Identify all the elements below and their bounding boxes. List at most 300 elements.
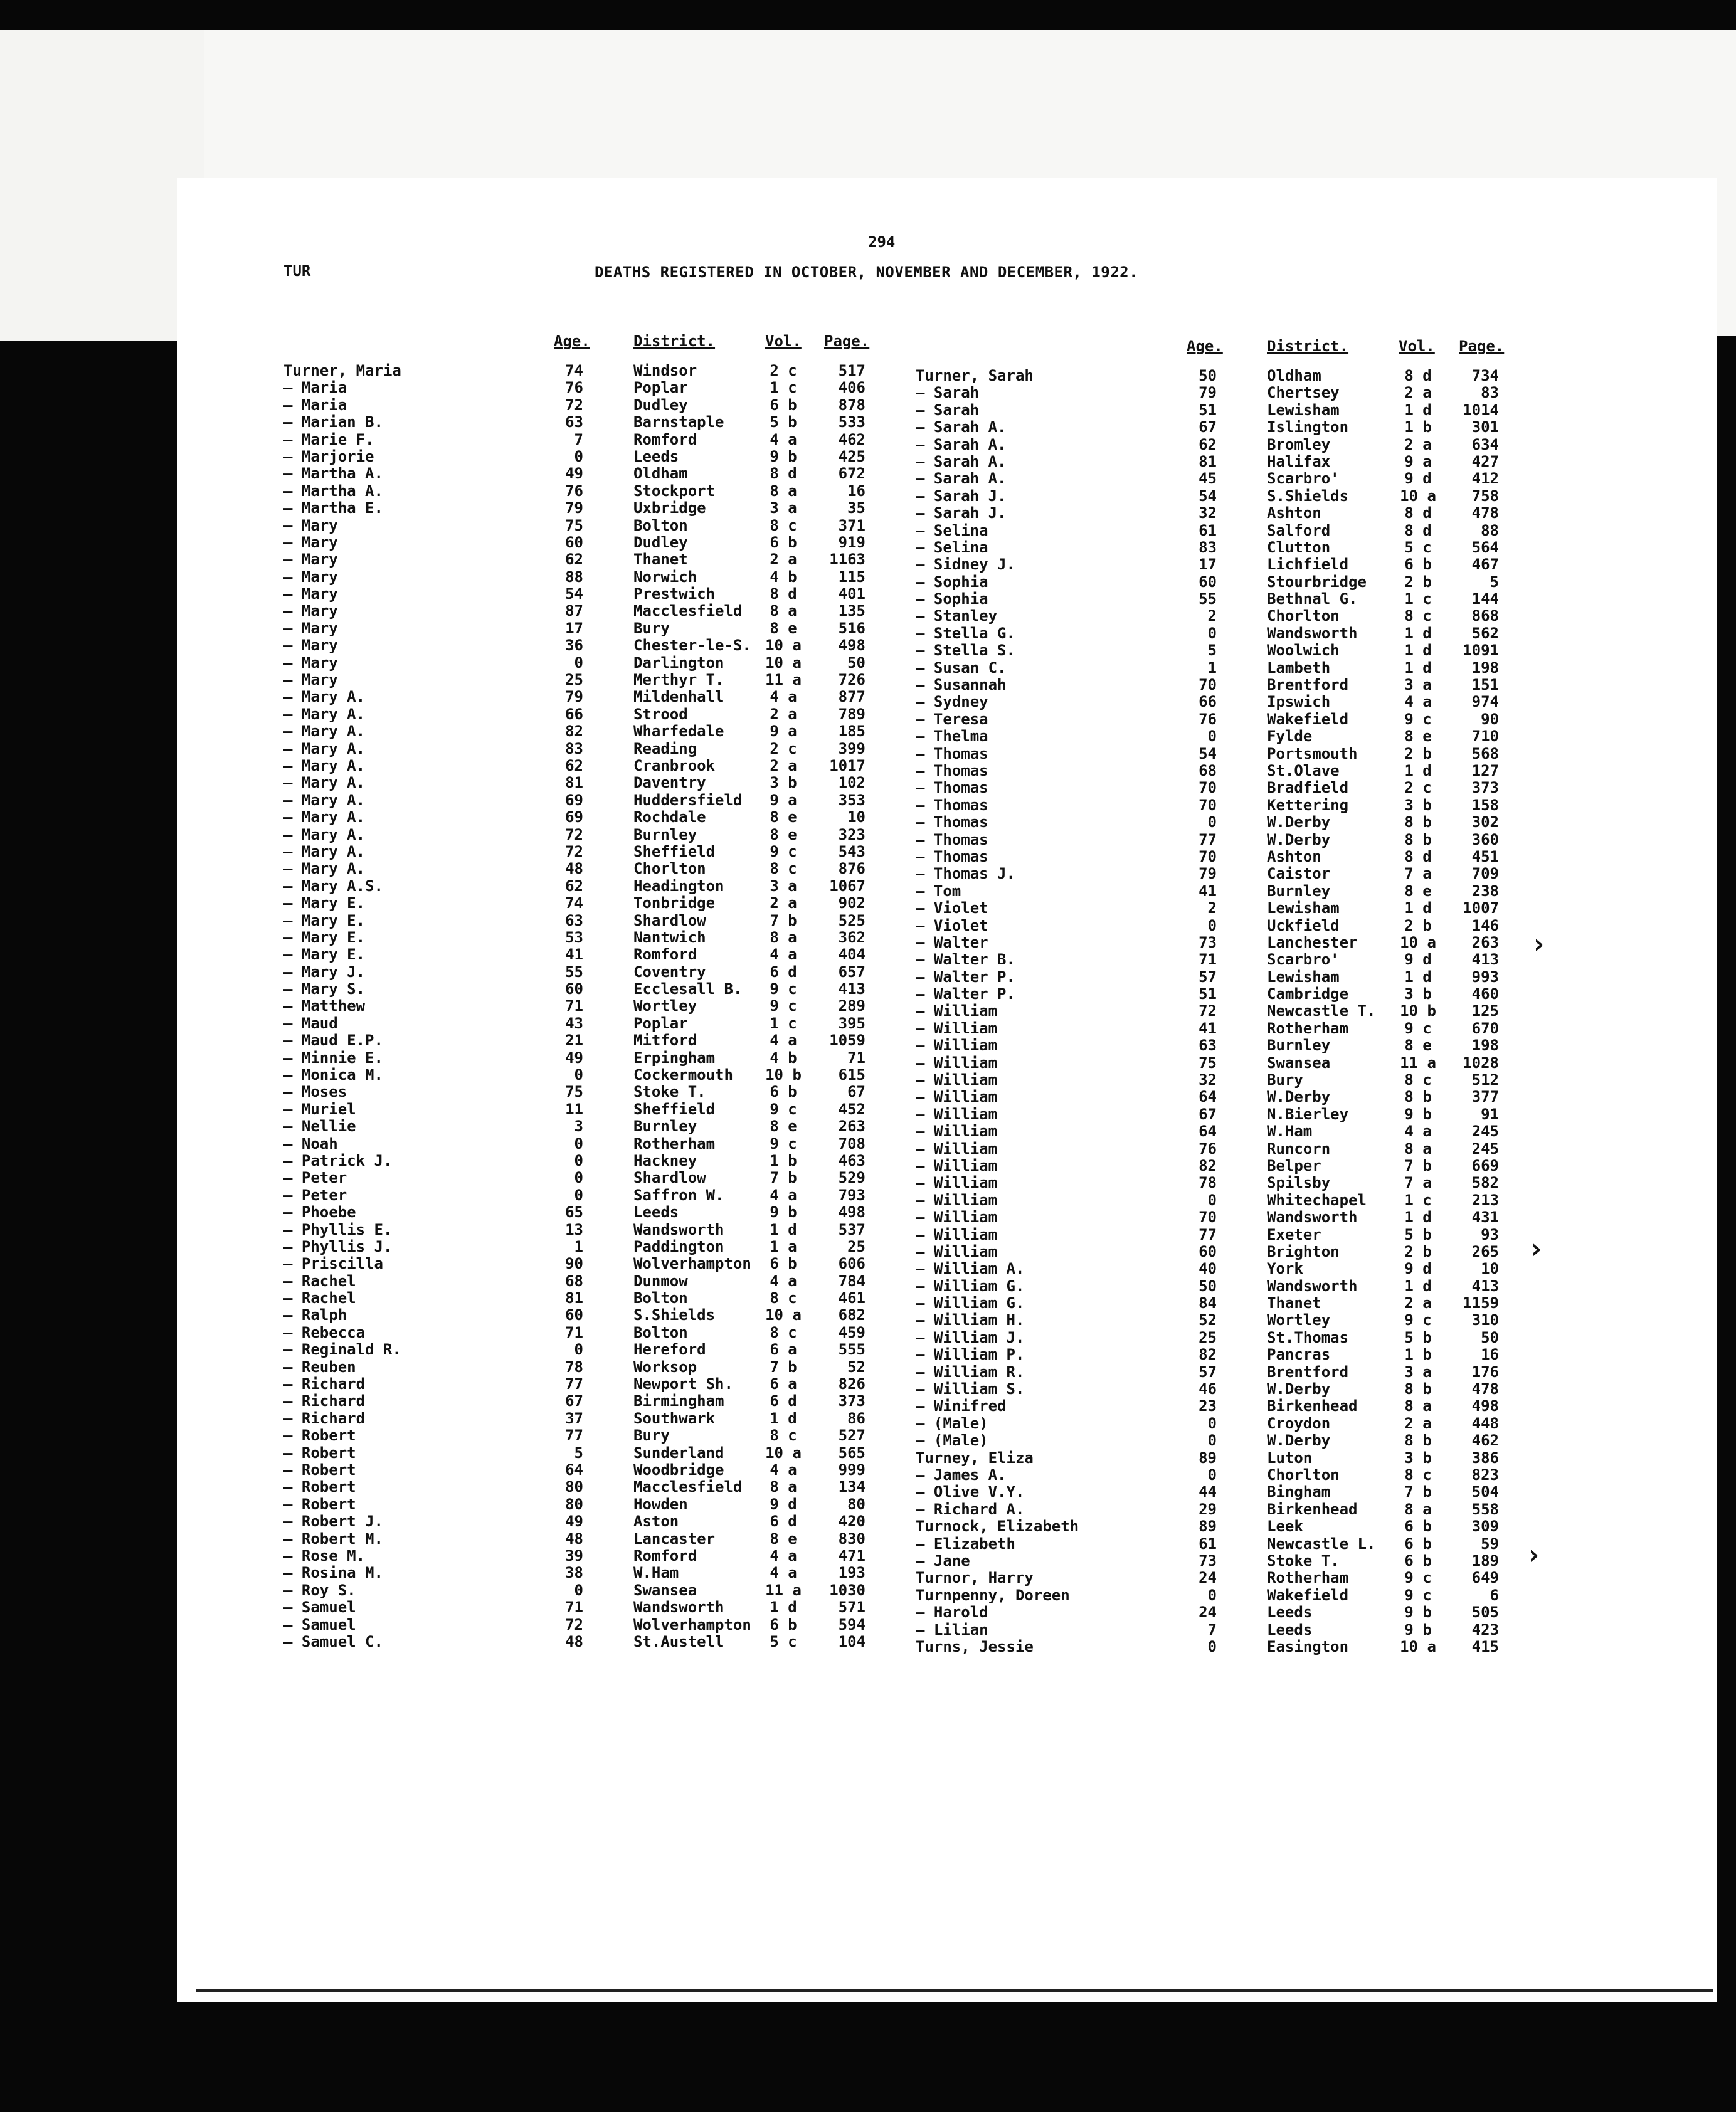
left-entry-vol: 4 a: [770, 430, 797, 448]
right-entry-vol: 2 a: [1404, 1414, 1432, 1432]
right-entry-name: — James A.: [916, 1466, 1007, 1484]
right-entry-name: Turner, Sarah: [916, 367, 1034, 384]
right-entry-name: — William: [916, 1139, 998, 1158]
right-entry-vol: 5 b: [1404, 1328, 1432, 1346]
right-entry-vol: 1 d: [1404, 899, 1432, 917]
right-entry-page: 564: [1471, 538, 1499, 556]
left-entry-page: 86: [847, 1409, 865, 1427]
left-entry-page: 1163: [829, 551, 865, 569]
left-entry-vol: 10 b: [765, 1066, 802, 1084]
left-entry-age: 60: [565, 980, 583, 998]
left-entry-page: 830: [838, 1529, 865, 1548]
right-entry-page: 1007: [1463, 899, 1499, 917]
left-entry-vol: 8 c: [770, 516, 797, 534]
right-entry-vol: 8 d: [1404, 367, 1432, 384]
right-entry-district: Easington: [1267, 1637, 1349, 1655]
left-entry-district: Chester-le-S.: [633, 636, 751, 655]
right-entry-age: 79: [1199, 384, 1217, 402]
left-entry-age: 87: [565, 602, 583, 620]
right-entry-page: 83: [1481, 384, 1499, 402]
right-entry-page: 238: [1471, 882, 1499, 900]
right-entry-vol: 8 a: [1404, 1397, 1432, 1415]
right-entry-age: 64: [1199, 1088, 1217, 1106]
left-entry-age: 62: [565, 877, 583, 895]
right-entry-vol: 8 a: [1404, 1139, 1432, 1158]
left-entry-age: 65: [565, 1203, 583, 1222]
right-entry-page: 823: [1471, 1466, 1499, 1484]
right-entry-district: Wandsworth: [1267, 1277, 1358, 1295]
left-entry-name: — Mary A.: [283, 722, 366, 741]
left-entry-age: 88: [565, 568, 583, 586]
left-entry-district: Dunmow: [633, 1272, 688, 1290]
left-entry-page: 878: [838, 396, 865, 414]
right-vols-column: [1390, 367, 1446, 1655]
right-entry-page: 176: [1471, 1363, 1499, 1381]
right-entry-page: 462: [1471, 1432, 1499, 1450]
right-entry-vol: 5 b: [1404, 1225, 1432, 1243]
left-entry-name: — Mary A.: [283, 825, 366, 843]
left-entry-vol: 8 c: [770, 860, 797, 878]
right-entry-age: 24: [1199, 1603, 1217, 1622]
left-entry-page: 876: [838, 860, 865, 878]
left-entry-vol: 8 e: [770, 825, 797, 843]
left-entry-name: — Maria: [283, 396, 347, 414]
left-entry-vol: 9 d: [770, 1495, 797, 1513]
left-entry-vol: 1 b: [770, 1151, 797, 1170]
left-entry-district: Saffron W.: [633, 1186, 724, 1204]
right-entry-age: 62: [1199, 435, 1217, 453]
left-entry-district: Leeds: [633, 447, 679, 465]
right-entry-district: Oldham: [1267, 367, 1321, 384]
right-entry-age: 0: [1207, 1432, 1217, 1450]
left-entry-district: Macclesfield: [633, 1478, 743, 1496]
left-entry-name: — Mary A.: [283, 774, 366, 792]
left-entry-page: 606: [838, 1255, 865, 1273]
right-entry-vol: 2 a: [1404, 1294, 1432, 1312]
right-entry-name: — Sophia: [916, 573, 988, 591]
right-entry-page: 710: [1471, 727, 1499, 746]
left-entry-vol: 8 a: [770, 602, 797, 620]
right-entry-page: 451: [1471, 847, 1499, 865]
left-entry-vol: 3 a: [770, 499, 797, 517]
left-entry-age: 75: [565, 516, 583, 534]
left-entry-page: 789: [838, 705, 865, 723]
left-entry-page: 452: [838, 1100, 865, 1118]
left-entry-district: Tonbridge: [633, 894, 716, 912]
left-entry-age: 72: [565, 842, 583, 860]
left-entry-name: — Roy S.: [283, 1581, 356, 1599]
right-entry-name: — Stella S.: [916, 642, 1015, 660]
right-entry-age: 7: [1207, 1620, 1217, 1639]
left-entry-district: Burnley: [633, 825, 697, 843]
left-entry-vol: 6 d: [770, 1513, 797, 1531]
left-entry-page: 877: [838, 688, 865, 706]
left-entry-page: 555: [838, 1341, 865, 1359]
left-entry-age: 64: [565, 1461, 583, 1479]
right-entry-page: 504: [1471, 1483, 1499, 1501]
right-entry-age: 40: [1199, 1260, 1217, 1278]
right-entry-district: Brighton: [1267, 1242, 1340, 1260]
left-entry-vol: 2 a: [770, 756, 797, 774]
right-entry-age: 70: [1199, 796, 1217, 814]
right-entry-vol: 3 b: [1404, 796, 1432, 814]
right-entry-district: Islington: [1267, 418, 1349, 436]
right-entry-district: Fylde: [1267, 727, 1313, 746]
right-entry-vol: 8 b: [1404, 1432, 1432, 1450]
right-entry-page: 412: [1471, 470, 1499, 488]
left-entry-age: 0: [574, 1169, 583, 1187]
right-entry-page: 373: [1471, 779, 1499, 797]
left-entry-page: 135: [838, 602, 865, 620]
left-entry-name: — Mary E.: [283, 928, 366, 946]
left-entry-age: 37: [565, 1409, 583, 1427]
right-entry-page: 709: [1471, 865, 1499, 883]
left-entry-vol: 8 a: [770, 1478, 797, 1496]
left-entry-vol: 11 a: [765, 671, 802, 689]
left-entry-name: — Moses: [283, 1083, 347, 1101]
right-entry-age: 70: [1199, 779, 1217, 797]
right-entry-age: 45: [1199, 470, 1217, 488]
left-vols-column: [755, 362, 812, 1650]
left-entry-page: 1059: [829, 1032, 865, 1050]
right-entry-district: Wakefield: [1267, 710, 1349, 728]
left-entry-district: Daventry: [633, 774, 706, 792]
right-entry-vol: 1 d: [1404, 761, 1432, 779]
right-entry-district: Newcastle T.: [1267, 1002, 1376, 1020]
left-entry-vol: 6 d: [770, 1392, 797, 1410]
left-entry-age: 49: [565, 1513, 583, 1531]
left-entry-vol: 4 b: [770, 568, 797, 586]
right-entry-district: Woolwich: [1267, 642, 1340, 660]
right-entry-district: Newcastle L.: [1267, 1534, 1376, 1553]
left-entry-age: 3: [574, 1117, 583, 1136]
right-entry-district: Lanchester: [1267, 933, 1358, 951]
left-entry-district: Newport Sh.: [633, 1375, 733, 1393]
right-entry-name: — William: [916, 1037, 998, 1055]
left-entry-vol: 4 a: [770, 946, 797, 964]
right-entry-district: Ashton: [1267, 847, 1321, 865]
right-entry-district: Luton: [1267, 1449, 1313, 1467]
right-entry-vol: 9 b: [1404, 1105, 1432, 1123]
left-entry-vol: 3 a: [770, 877, 797, 895]
left-entry-vol: 1 d: [770, 1598, 797, 1617]
right-entry-age: 76: [1199, 1139, 1217, 1158]
right-entry-name: — Susan C.: [916, 658, 1007, 677]
left-entry-page: 1030: [829, 1581, 865, 1599]
right-entry-name: — William: [916, 1208, 998, 1227]
left-entry-district: Wandsworth: [633, 1220, 724, 1238]
left-entry-page: 420: [838, 1513, 865, 1531]
left-entry-name: — Phyllis E.: [283, 1220, 393, 1238]
left-entry-page: 471: [838, 1546, 865, 1565]
right-ages-column: [1179, 367, 1217, 1655]
right-entry-vol: 1 b: [1404, 1346, 1432, 1364]
right-entry-vol: 8 b: [1404, 1088, 1432, 1106]
left-entry-page: 25: [847, 1237, 865, 1255]
right-entry-page: 427: [1471, 452, 1499, 470]
left-entry-name: — Robert M.: [283, 1529, 383, 1548]
left-entry-age: 79: [565, 688, 583, 706]
left-entry-age: 60: [565, 1306, 583, 1324]
left-entry-page: 404: [838, 946, 865, 964]
right-entry-vol: 6 b: [1404, 1518, 1432, 1536]
right-entry-page: 198: [1471, 1037, 1499, 1055]
left-entry-district: Birmingham: [633, 1392, 724, 1410]
left-entry-page: 462: [838, 430, 865, 448]
right-entry-vol: 8 e: [1404, 1037, 1432, 1055]
left-entry-name: — Mary A.: [283, 808, 366, 826]
left-entry-vol: 10 a: [765, 636, 802, 655]
left-entry-age: 79: [565, 499, 583, 517]
right-entry-vol: 10 a: [1400, 1637, 1436, 1655]
right-entry-page: 125: [1471, 1002, 1499, 1020]
right-entry-name: — Jane: [916, 1551, 970, 1570]
right-entry-age: 61: [1199, 1534, 1217, 1553]
left-entry-page: 371: [838, 516, 865, 534]
left-entry-age: 48: [565, 1529, 583, 1548]
right-entry-name: — Sarah A.: [916, 418, 1007, 436]
right-entry-age: 60: [1199, 573, 1217, 591]
left-entry-age: 71: [565, 1598, 583, 1617]
right-entry-district: Wandsworth: [1267, 624, 1358, 642]
right-entry-age: 64: [1199, 1122, 1217, 1141]
right-entry-page: 245: [1471, 1139, 1499, 1158]
right-entry-district: Rotherham: [1267, 1569, 1349, 1587]
right-entry-page: 478: [1471, 504, 1499, 522]
right-entry-age: 29: [1199, 1500, 1217, 1518]
left-entry-district: Ecclesall B.: [633, 980, 743, 998]
left-entry-name: — Rachel: [283, 1289, 356, 1307]
right-entry-vol: 2 b: [1404, 916, 1432, 934]
left-entry-page: 459: [838, 1323, 865, 1341]
right-entry-age: 57: [1199, 968, 1217, 986]
right-entry-age: 63: [1199, 1037, 1217, 1055]
right-entry-vol: 1 c: [1404, 590, 1432, 608]
left-entry-page: 615: [838, 1066, 865, 1084]
right-entry-page: 498: [1471, 1397, 1499, 1415]
right-entry-district: Wortley: [1267, 1311, 1331, 1329]
left-entry-district: Burnley: [633, 1117, 697, 1136]
right-entry-district: Croydon: [1267, 1414, 1331, 1432]
left-entry-page: 525: [838, 911, 865, 929]
left-entry-vol: 8 d: [770, 465, 797, 483]
right-entry-age: 57: [1199, 1363, 1217, 1381]
left-entry-district: Dudley: [633, 533, 688, 551]
left-entry-page: 461: [838, 1289, 865, 1307]
left-entry-vol: 7 b: [770, 1169, 797, 1187]
left-entry-page: 134: [838, 1478, 865, 1496]
punch-mark: ›: [1528, 1233, 1545, 1265]
left-entry-vol: 8 e: [770, 808, 797, 826]
right-entry-name: — William H.: [916, 1311, 1025, 1329]
left-entry-vol: 1 a: [770, 1237, 797, 1255]
right-entry-age: 76: [1199, 710, 1217, 728]
left-entry-age: 0: [574, 1581, 583, 1599]
right-entry-page: 88: [1481, 521, 1499, 539]
right-entry-page: 377: [1471, 1088, 1499, 1106]
right-entry-name: — Sarah A.: [916, 470, 1007, 488]
left-entry-district: Rotherham: [633, 1134, 716, 1153]
left-entry-name: — Monica M.: [283, 1066, 383, 1084]
right-entry-age: 89: [1199, 1518, 1217, 1536]
right-entry-page: 93: [1481, 1225, 1499, 1243]
left-entry-page: 565: [838, 1444, 865, 1462]
right-entry-vol: 8 b: [1404, 830, 1432, 848]
right-entry-age: 0: [1207, 1466, 1217, 1484]
right-entry-page: 505: [1471, 1603, 1499, 1622]
right-entry-page: 91: [1481, 1105, 1499, 1123]
right-entry-vol: 1 d: [1404, 658, 1432, 677]
left-entry-name: — Maud: [283, 1014, 338, 1032]
left-entry-page: 35: [847, 499, 865, 517]
right-entry-age: 2: [1207, 607, 1217, 625]
right-entry-page: 558: [1471, 1500, 1499, 1518]
right-entry-district: Halifax: [1267, 452, 1331, 470]
left-entry-vol: 9 a: [770, 722, 797, 741]
left-entry-vol: 6 b: [770, 533, 797, 551]
left-names-column: [283, 362, 547, 1650]
right-entry-district: Birkenhead: [1267, 1500, 1358, 1518]
right-entry-vol: 6 b: [1404, 556, 1432, 574]
left-entry-district: Stockport: [633, 482, 716, 500]
left-entry-vol: 5 b: [770, 413, 797, 431]
right-entry-age: 17: [1199, 556, 1217, 574]
left-entry-page: 527: [838, 1427, 865, 1445]
right-entry-page: 309: [1471, 1518, 1499, 1536]
right-entry-district: Cambridge: [1267, 985, 1349, 1003]
left-entry-district: Prestwich: [633, 585, 716, 603]
right-entry-age: 72: [1199, 1002, 1217, 1020]
right-entry-name: — Susannah: [916, 676, 1007, 694]
right-entry-age: 50: [1199, 367, 1217, 384]
left-entry-page: 115: [838, 568, 865, 586]
left-entry-district: Rochdale: [633, 808, 706, 826]
right-entry-district: Brentford: [1267, 1363, 1349, 1381]
left-entry-name: — Rose M.: [283, 1546, 366, 1565]
left-entry-district: Thanet: [633, 551, 688, 569]
right-entry-district: Belper: [1267, 1156, 1321, 1175]
left-entry-name: — Minnie E.: [283, 1048, 383, 1067]
left-entry-vol: 8 c: [770, 1427, 797, 1445]
right-entry-page: 448: [1471, 1414, 1499, 1432]
left-entry-age: 69: [565, 791, 583, 809]
left-entry-vol: 2 a: [770, 894, 797, 912]
left-entry-name: — Mary A.: [283, 791, 366, 809]
right-entry-vol: 8 c: [1404, 1466, 1432, 1484]
left-entry-age: 49: [565, 1048, 583, 1067]
left-entry-vol: 2 c: [770, 362, 797, 379]
left-entry-age: 55: [565, 963, 583, 981]
left-entry-page: 594: [838, 1615, 865, 1634]
right-entry-vol: 2 a: [1404, 384, 1432, 402]
left-entry-district: Oldham: [633, 465, 688, 483]
right-entry-age: 0: [1207, 1586, 1217, 1604]
right-entry-page: 5: [1490, 573, 1499, 591]
left-entry-name: — Robert: [283, 1478, 356, 1496]
left-entry-age: 77: [565, 1427, 583, 1445]
left-entry-age: 48: [565, 860, 583, 878]
right-entry-vol: 3 b: [1404, 1449, 1432, 1467]
right-districts-column: [1267, 367, 1405, 1655]
left-entry-page: 10: [847, 808, 865, 826]
right-entry-page: 265: [1471, 1242, 1499, 1260]
right-entry-vol: 9 c: [1404, 710, 1432, 728]
left-entry-district: Coventry: [633, 963, 706, 981]
left-entry-vol: 10 a: [765, 653, 802, 672]
right-entry-age: 32: [1199, 1071, 1217, 1089]
left-entry-name: — Richard: [283, 1392, 366, 1410]
left-entry-vol: 8 a: [770, 928, 797, 946]
right-entry-vol: 2 c: [1404, 779, 1432, 797]
left-entry-page: 543: [838, 842, 865, 860]
right-entry-vol: 9 d: [1404, 470, 1432, 488]
left-entry-age: 69: [565, 808, 583, 826]
right-entry-district: Chorlton: [1267, 607, 1340, 625]
right-entry-age: 0: [1207, 1414, 1217, 1432]
left-entry-age: 60: [565, 533, 583, 551]
right-entry-name: — Walter P.: [916, 985, 1015, 1003]
left-entry-vol: 8 c: [770, 1323, 797, 1341]
right-entry-page: 431: [1471, 1208, 1499, 1227]
left-entry-district: Cockermouth: [633, 1066, 733, 1084]
left-entry-name: Turner, Maria: [283, 362, 401, 379]
right-entry-age: 46: [1199, 1380, 1217, 1398]
left-entry-name: — Marjorie: [283, 447, 374, 465]
right-entry-district: W.Derby: [1267, 1380, 1331, 1398]
left-entry-age: 0: [574, 1066, 583, 1084]
left-entry-name: — Robert: [283, 1427, 356, 1445]
right-entry-district: Exeter: [1267, 1225, 1321, 1243]
left-entry-age: 0: [574, 1151, 583, 1170]
right-entry-district: Runcorn: [1267, 1139, 1331, 1158]
right-entry-name: — William G.: [916, 1277, 1025, 1295]
left-entry-vol: 7 b: [770, 1358, 797, 1376]
left-entry-age: 7: [574, 430, 583, 448]
left-entry-name: — Patrick J.: [283, 1151, 393, 1170]
left-entry-page: 657: [838, 963, 865, 981]
right-entry-name: — Thomas: [916, 761, 988, 779]
right-entry-age: 25: [1199, 1328, 1217, 1346]
right-entry-name: — Sophia: [916, 590, 988, 608]
right-entry-page: 245: [1471, 1122, 1499, 1141]
right-entry-page: 146: [1471, 916, 1499, 934]
right-entry-page: 670: [1471, 1019, 1499, 1037]
right-entry-page: 310: [1471, 1311, 1499, 1329]
left-entry-district: Shardlow: [633, 1169, 706, 1187]
right-entry-name: — Violet: [916, 899, 988, 917]
right-entry-vol: 9 c: [1404, 1586, 1432, 1604]
left-entry-age: 74: [565, 362, 583, 379]
left-pages-column: [813, 362, 865, 1650]
right-entry-vol: 7 a: [1404, 865, 1432, 883]
left-entry-district: Reading: [633, 739, 697, 758]
right-entry-age: 73: [1199, 933, 1217, 951]
right-entry-vol: 1 d: [1404, 1208, 1432, 1227]
right-entry-age: 1: [1207, 658, 1217, 677]
right-entry-name: — Winifred: [916, 1397, 1007, 1415]
right-entry-vol: 9 d: [1404, 951, 1432, 969]
right-entry-age: 52: [1199, 1311, 1217, 1329]
left-entry-page: 395: [838, 1014, 865, 1032]
left-entry-vol: 9 b: [770, 1203, 797, 1222]
left-entry-vol: 1 c: [770, 1014, 797, 1032]
left-entry-district: Barnstaple: [633, 413, 724, 431]
left-entry-age: 0: [574, 1341, 583, 1359]
left-entry-vol: 4 a: [770, 688, 797, 706]
right-entry-district: Caistor: [1267, 865, 1331, 883]
left-entry-name: — Mary: [283, 568, 338, 586]
right-entry-name: — Thomas: [916, 830, 988, 848]
